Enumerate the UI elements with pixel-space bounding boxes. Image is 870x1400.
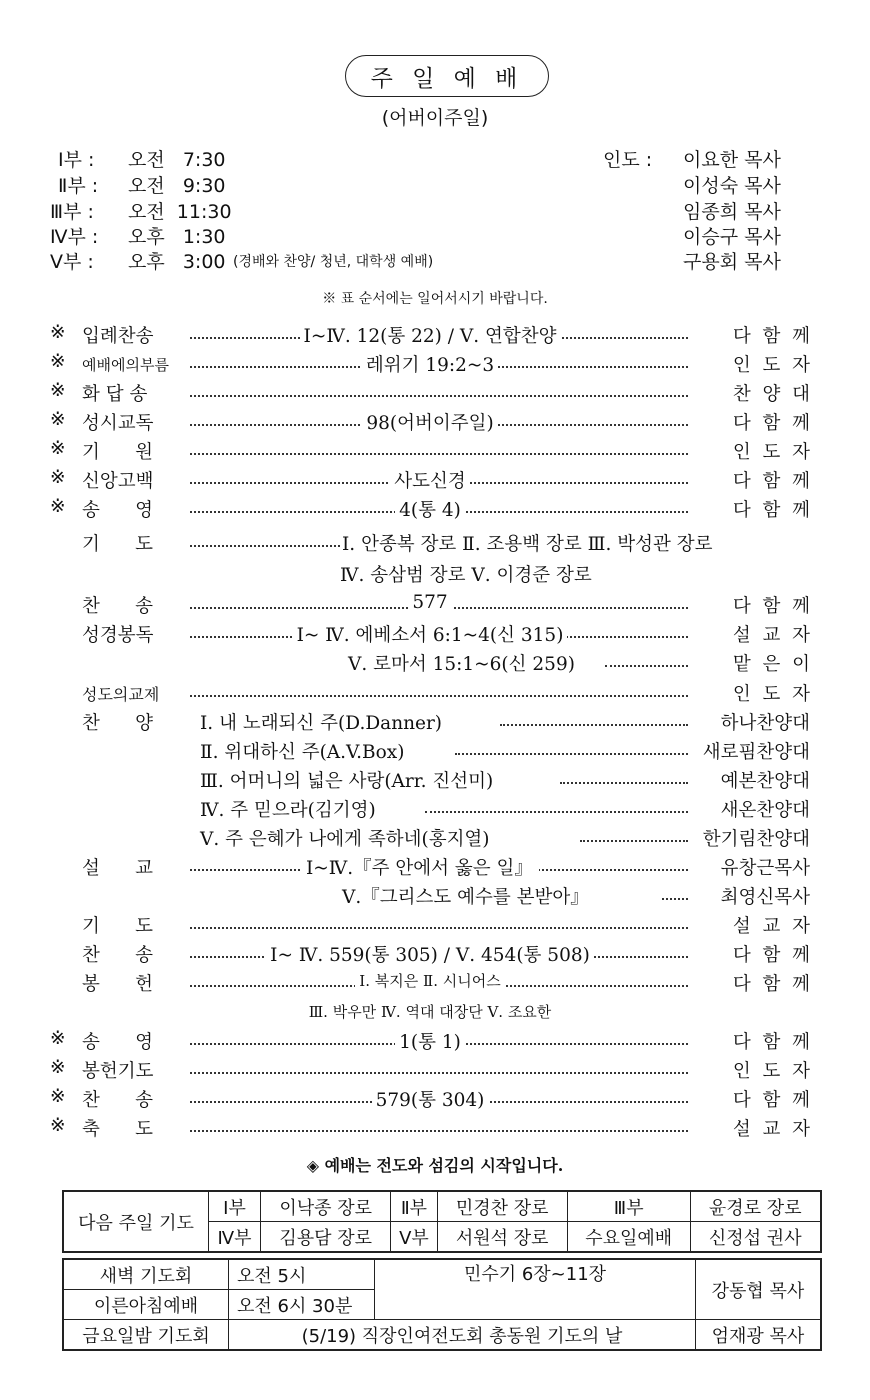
order-row: [50, 680, 810, 708]
schedule-pastor: 이요한 목사: [683, 149, 781, 171]
prayer-elders: Ⅰ. 안종복 장로 Ⅱ. 조용백 장로 Ⅲ. 박성관 장로: [342, 534, 713, 555]
prayer-row: [50, 530, 810, 558]
choir-row: [50, 796, 810, 824]
scripture-reading: Ⅴ. 로마서 15:1~6(신 259): [348, 650, 581, 676]
order-content: 1(통 1): [395, 1032, 465, 1053]
choir-row: [50, 767, 810, 795]
order-row: [50, 1028, 810, 1056]
order-who: 인 도 자: [733, 438, 810, 464]
order-who: 찬 양 대: [733, 380, 810, 406]
prayer-elders: Ⅳ. 송삼범 장로 Ⅴ. 이경준 장로: [340, 565, 592, 586]
order-row: [50, 592, 810, 620]
order-item: 찬 양: [82, 713, 154, 734]
table-cell: 이낙종 장로: [261, 1191, 391, 1222]
schedule-note: (경배와 찬양/ 청년, 대학생 예배): [233, 254, 434, 270]
schedule-pastor: 이승구 목사: [683, 226, 781, 248]
order-who: 인 도 자: [733, 680, 810, 706]
order-row: [50, 1115, 810, 1143]
table-cell: Ⅰ부: [209, 1191, 261, 1222]
order-who: 다 함 께: [733, 592, 810, 618]
leader-label: 인도 :: [603, 149, 653, 171]
order-item: 찬 송: [82, 596, 154, 617]
meeting-time: 오전 5시: [229, 1259, 375, 1290]
standing-mark: ※: [50, 1115, 66, 1136]
order-content: 577: [408, 592, 451, 613]
order-who: 다 함 께: [733, 467, 810, 493]
choir-name: 새로핌찬양대: [703, 738, 810, 764]
standing-mark: ※: [50, 496, 66, 517]
choir-song: Ⅰ. 내 노래되신 주(D.Danner): [200, 709, 448, 735]
choir-name: 새온찬양대: [721, 796, 810, 822]
standing-mark: ※: [50, 351, 66, 372]
order-row: [50, 1057, 810, 1085]
order-content: 사도신경: [390, 471, 469, 492]
table-cell: 김용담 장로: [261, 1222, 391, 1253]
choir-name: 예본찬양대: [721, 767, 810, 793]
standing-mark: ※: [50, 1086, 66, 1107]
order-row: [50, 467, 810, 495]
order-item: 예배에의부름: [82, 356, 169, 374]
order-item: 화 답 송: [82, 384, 148, 405]
order-who: 다 함 께: [733, 970, 810, 996]
meeting-scripture: 민수기 6장~11장: [375, 1259, 696, 1320]
choir-song: Ⅱ. 위대하신 주(A.V.Box): [200, 738, 410, 764]
scripture-row: [50, 621, 810, 649]
order-row: [50, 1086, 810, 1114]
choir-name: 하나찬양대: [721, 709, 810, 735]
order-who: 설 교 자: [733, 1115, 810, 1141]
order-who: 다 함 께: [733, 496, 810, 522]
table-cell: Ⅱ부: [391, 1191, 437, 1222]
order-row: [50, 322, 810, 350]
standing-mark: ※: [50, 380, 66, 401]
order-row: [50, 912, 810, 940]
scripture-row-2: [50, 650, 810, 678]
choir-row: [50, 825, 810, 853]
sermon-title: Ⅴ.『그리스도 예수를 본받아』: [342, 883, 595, 909]
order-item: 송 영: [82, 1032, 154, 1053]
order-item: 축 도: [82, 1119, 154, 1140]
standing-mark: ※: [50, 1028, 66, 1049]
offering-groups: Ⅰ. 복지은 Ⅱ. 시니어스: [355, 972, 504, 990]
order-row: [50, 409, 810, 437]
choir-song: Ⅴ. 주 은혜가 나에게 족하네(홍지열): [200, 825, 496, 851]
schedule-pastor: 구용회 목사: [683, 251, 781, 273]
order-row: [50, 351, 810, 379]
order-content: 579(통 304): [372, 1090, 489, 1111]
standing-mark: ※: [50, 467, 66, 488]
order-who: 설 교 자: [733, 621, 810, 647]
order-who: 설 교 자: [733, 912, 810, 938]
order-item: 기 도: [82, 534, 154, 555]
offering-row: [50, 970, 810, 998]
order-item: 성시교독: [82, 413, 154, 434]
sermon-preacher: 최영신목사: [721, 883, 810, 909]
sermon-row: [50, 854, 810, 882]
order-row: [50, 941, 810, 969]
table-cell: Ⅴ부: [391, 1222, 437, 1253]
order-content: Ⅰ~Ⅳ. 12(통 22) / Ⅴ. 연합찬양: [300, 326, 561, 347]
next-week-prayer-table: [62, 1190, 822, 1253]
schedule-part: Ⅰ부 :: [58, 149, 95, 171]
meeting-description: (5/19) 직장인여전도회 총동원 기도의 날: [229, 1320, 696, 1351]
table-cell: 민경찬 장로: [437, 1191, 567, 1222]
page-title: 주 일 예 배: [345, 55, 549, 97]
order-item: 입례찬송: [82, 326, 154, 347]
table-cell: 수요일예배: [567, 1222, 690, 1253]
meeting-pastor: 강동협 목사: [696, 1259, 822, 1320]
table-cell: 신정섭 권사: [690, 1222, 821, 1253]
schedule-pastor: 이성숙 목사: [683, 175, 781, 197]
choir-name: 한기림찬양대: [703, 825, 810, 851]
schedule-part: Ⅲ부 :: [50, 201, 94, 223]
page-subtitle: (어버이주일): [381, 107, 489, 129]
schedule-time: 오전 11:30: [128, 201, 232, 223]
schedule-time: 오후 1:30: [128, 226, 226, 248]
meeting-name: 이른아침예배: [63, 1290, 229, 1320]
order-item: 봉 헌: [82, 974, 154, 995]
offering-row-2: [50, 1001, 810, 1029]
standing-mark: ※: [50, 409, 66, 430]
offering-groups: Ⅲ. 박우만 Ⅳ. 역대 대장단 Ⅴ. 조요한: [305, 1003, 556, 1021]
order-item: 설 교: [82, 858, 154, 879]
choir-song: Ⅲ. 어머니의 넓은 사랑(Arr. 진선미): [200, 767, 499, 793]
schedule-part: Ⅱ부 :: [58, 175, 99, 197]
order-who: 다 함 께: [733, 1086, 810, 1112]
choir-song: Ⅳ. 주 믿으라(김기영): [200, 796, 382, 822]
order-row: [50, 380, 810, 408]
order-row: [50, 438, 810, 466]
standing-mark: ※: [50, 438, 66, 459]
order-item: 성경봉독: [82, 625, 154, 646]
table-cell: Ⅲ부: [567, 1191, 690, 1222]
schedule-time: 오후 3:00: [128, 251, 226, 273]
table-cell: 서원석 장로: [437, 1222, 567, 1253]
order-item: 기 도: [82, 916, 154, 937]
order-content: 98(어버이주일): [362, 413, 497, 434]
meeting-pastor: 엄재광 목사: [696, 1320, 822, 1351]
order-who: 다 함 께: [733, 322, 810, 348]
order-who: 다 함 께: [733, 941, 810, 967]
order-content: Ⅰ~ Ⅳ. 559(통 305) / Ⅴ. 454(통 508): [266, 945, 594, 966]
order-row: [50, 496, 810, 524]
schedule-time: 오전 7:30: [128, 149, 226, 171]
motto: ◈ 예배는 전도와 섬김의 시작입니다.: [306, 1156, 564, 1175]
order-item: 기 원: [82, 442, 154, 463]
order-item: 송 영: [82, 500, 154, 521]
sermon-preacher: 유창근목사: [721, 854, 810, 880]
standing-mark: ※: [50, 1057, 66, 1078]
meeting-name: 금요일밤 기도회: [63, 1320, 229, 1351]
meeting-time: 오전 6시 30분: [229, 1290, 375, 1320]
order-content: 4(통 4): [395, 500, 465, 521]
schedule-pastor: 임종희 목사: [683, 201, 781, 223]
sermon-title: Ⅰ~Ⅳ.『주 안에서 옳은 일』: [300, 854, 539, 880]
order-who: 다 함 께: [733, 409, 810, 435]
order-item: 찬 송: [82, 1090, 154, 1111]
table-cell: 윤경로 장로: [690, 1191, 821, 1222]
schedule-part: Ⅳ부 :: [50, 226, 99, 248]
order-who: 인 도 자: [733, 1057, 810, 1083]
sermon-row-2: [50, 883, 810, 911]
order-item: 봉헌기도: [82, 1061, 154, 1082]
weekday-meetings-table: [62, 1258, 822, 1351]
order-content: 레위기 19:2~3: [362, 355, 498, 376]
standing-mark: ※: [50, 322, 66, 343]
order-who: 맡 은 이: [733, 650, 810, 676]
prayer-row-2: [50, 561, 810, 589]
choir-row: [50, 738, 810, 766]
order-item: 찬 송: [82, 945, 154, 966]
scripture-reading: Ⅰ~ Ⅳ. 에베소서 6:1~4(신 315): [293, 625, 568, 646]
schedule-time: 오전 9:30: [128, 175, 226, 197]
schedule-part: Ⅴ부 :: [50, 251, 94, 273]
order-item: 성도의교제: [82, 685, 160, 704]
standing-note: ※ 표 순서에는 일어서시기 바랍니다.: [322, 291, 548, 307]
order-who: 다 함 께: [733, 1028, 810, 1054]
next-week-label: 다음 주일 기도: [63, 1191, 209, 1252]
table-cell: Ⅳ부: [209, 1222, 261, 1253]
order-item: 신앙고백: [82, 471, 154, 492]
choir-row: [50, 709, 810, 737]
order-who: 인 도 자: [733, 351, 810, 377]
meeting-name: 새벽 기도회: [63, 1259, 229, 1290]
